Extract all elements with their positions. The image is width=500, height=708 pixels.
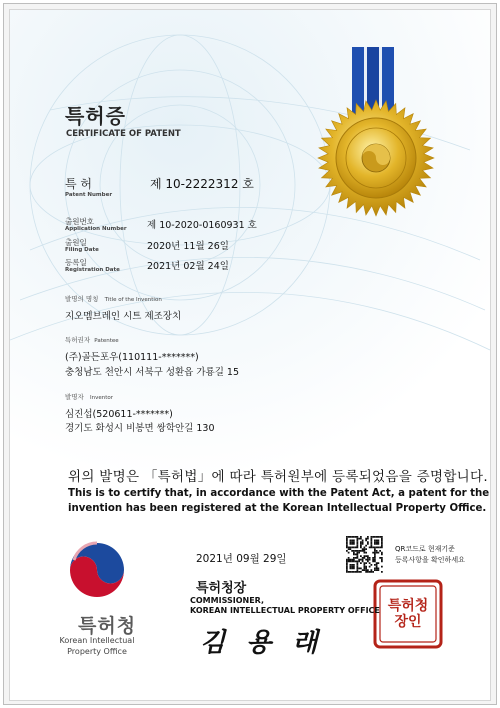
- registration-date-label-en: Registration Date: [65, 267, 120, 273]
- certification-statement-en-1: This is to certify that, in accordance with the Patent Act, a patent for the: [68, 488, 490, 499]
- application-number-value: 제 10-2020-0160931 호: [147, 220, 257, 231]
- patentee-address: 충청남도 천안시 서북구 성환읍 가룡길 15: [65, 367, 240, 378]
- patent-number-label-en: Patent Number: [65, 192, 113, 198]
- inventor-label-en: Inventor: [90, 395, 114, 401]
- certificate-page: [9, 9, 491, 701]
- commissioner-title-en-1: COMMISSIONER,: [190, 596, 265, 605]
- commissioner-title-en-2: KOREAN INTELLECTUAL PROPERTY OFFICE: [190, 606, 380, 615]
- kipo-name-en-1: Korean Intellectual: [59, 636, 135, 645]
- invention-title-label: [65, 294, 162, 303]
- seal-text: 특허청장인: [387, 598, 429, 630]
- patentee-label-en: Patentee: [94, 338, 119, 344]
- filing-date-label: 출원일: [65, 238, 87, 247]
- patentee-label-ko: 특허권자: [65, 336, 91, 344]
- invention-title-label-en: Title of the Invention: [104, 297, 162, 303]
- certification-statement-en-2: invention has been registered at the Korean Intellectual Property Office.: [68, 503, 487, 514]
- qr-note-2: 등록사항을 확인하세요: [395, 556, 465, 564]
- page-subtitle: CERTIFICATE OF PATENT: [66, 129, 181, 139]
- patent-number-label: 특 허: [65, 177, 92, 191]
- issue-date: 2021년 09월 29일: [196, 553, 287, 565]
- invention-title-label-ko: 발명의 명칭: [65, 295, 99, 303]
- filing-date-value: 2020년 11월 26일: [147, 241, 229, 252]
- registration-date-value: 2021년 02월 24일: [147, 261, 229, 272]
- qr-note-1: QR코드로 현재기준: [395, 545, 455, 553]
- kipo-name-ko: 특허청: [78, 615, 137, 637]
- application-number-label-en: Application Number: [65, 226, 127, 232]
- kipo-logo-icon: [70, 543, 124, 597]
- inventor-label: [65, 392, 113, 401]
- patent-number-value: 제 10-2222312 호: [150, 177, 254, 191]
- registration-date-label: 등록일: [65, 258, 87, 267]
- commissioner-title-ko: 특허청장: [196, 581, 247, 596]
- inventor-address: 경기도 화성시 비봉면 쌍학안길 130: [65, 423, 215, 434]
- inventor-label-ko: 발명자: [65, 393, 84, 401]
- invention-title-value: 지오멤브레인 시트 제조장치: [65, 311, 182, 322]
- inventor-name: 심진섭(520611-*******): [65, 409, 173, 420]
- application-number-label: 출원번호: [65, 217, 94, 226]
- page-title: 특허증: [65, 104, 126, 128]
- filing-date-label-en: Filing Date: [65, 247, 99, 253]
- commissioner-signature: 김 용 래: [200, 628, 324, 658]
- patentee-label: [65, 335, 119, 344]
- certification-statement-ko: 위의 발명은 「특허법」에 따라 특허원부에 등록되었음을 증명합니다.: [68, 469, 488, 485]
- qr-code-icon: [344, 534, 385, 575]
- kipo-name-en-2: Property Office: [67, 647, 127, 656]
- patentee-name: (주)골든포우(110111-*******): [65, 352, 199, 363]
